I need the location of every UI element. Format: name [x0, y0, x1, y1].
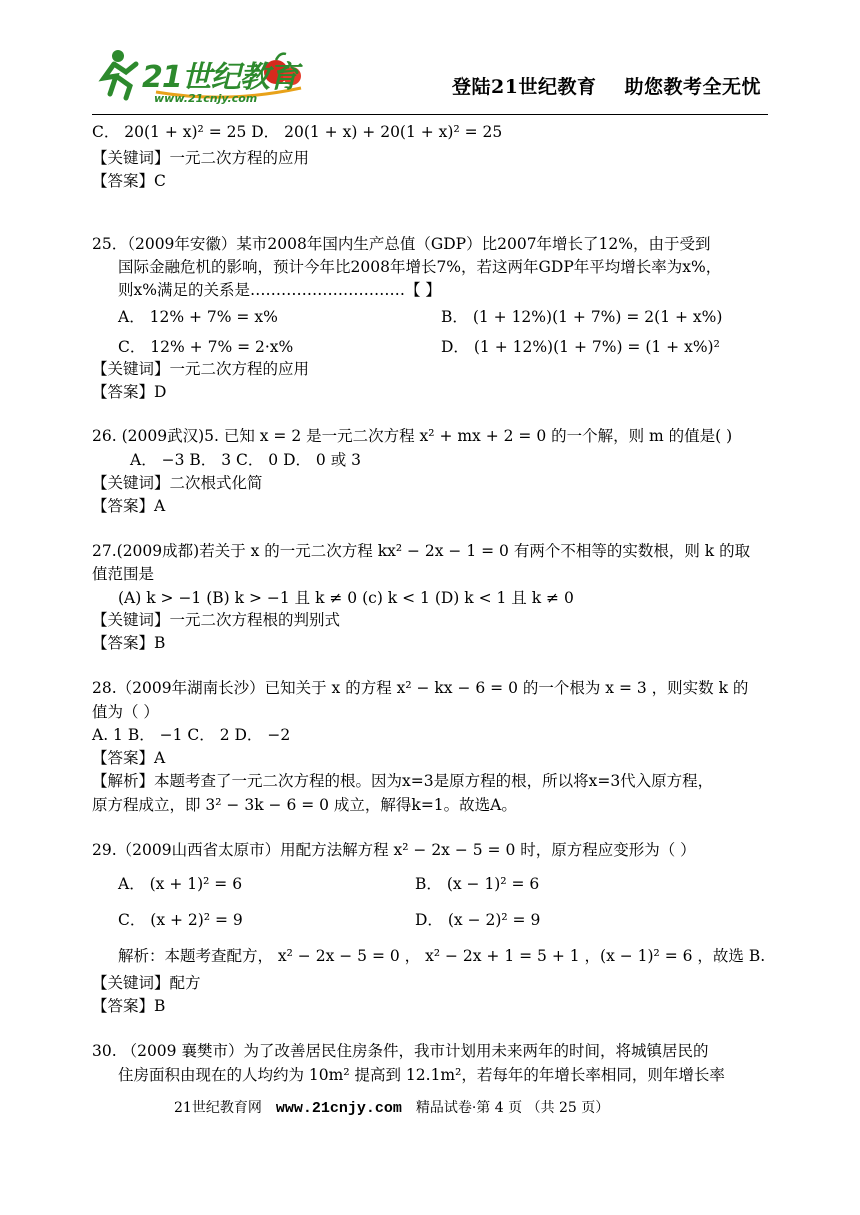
logo-text: 21世纪教育 [142, 60, 298, 95]
text-line-l19: 【答案】B [92, 634, 166, 652]
text-line-l27: A． (x + 1)² = 6 [118, 875, 243, 893]
footer-url[interactable]: www.21cnjy.com [275, 1100, 402, 1117]
logo-url: www.21cnjy.com [154, 92, 258, 105]
text-line-l28: C． (x + 2)² = 9 [118, 911, 243, 929]
text-line-l10: 【答案】D [92, 383, 167, 401]
header-slogan [452, 72, 761, 99]
text-line-l8: C． 12% + 7% = 2·x% [118, 338, 294, 356]
footer-site: 21世纪教育网 [174, 1100, 262, 1116]
text-line-l2: 【关键词】一元二次方程的应用 [92, 149, 310, 167]
text-line-l24: 【解析】本题考查了一元二次方程的根。因为x=3是原方程的根，所以将x=3代入原方程， [92, 772, 714, 790]
text-line-l12: A． −3 B． 3 C． 0 D． 0 或 3 [130, 451, 362, 469]
text-line-l21: 值为（ ） [92, 703, 159, 721]
text-line-l17: (A) k > −1 (B) k > −1 且 k ≠ 0 (c) k < 1 (D) k < 1 且 k ≠ 0 [118, 589, 574, 607]
text-line-l29: 解析：本题考查配方， x² − 2x − 5 = 0 ， x² − 2x + 1 = 5 + 1 ，(x − 1)² = 6 ，故选 B. [118, 947, 766, 965]
text-line-l25: 原方程成立，即 3² − 3k − 6 = 0 成立，解得k=1。故选A。 [92, 796, 517, 814]
text-line-l6: 则x%满足的关系是…………………………【 】 [118, 281, 441, 299]
text-line-l31: 【答案】B [92, 997, 166, 1015]
text-line-l27b: B． (x − 1)² = 6 [415, 875, 540, 893]
text-line-l13: 【关键词】二次根式化简 [92, 474, 263, 492]
page-footer [174, 1097, 609, 1117]
text-line-l28b: D． (x − 2)² = 9 [415, 911, 541, 929]
text-line-l1: C． 20(1 + x)² = 25 D． 20(1 + x) + 20(1 + x)² = 25 [92, 123, 503, 141]
text-line-l32: 30. （2009 襄樊市）为了改善居民住房条件，我市计划用未来两年的时间，将城镇居民的 [92, 1042, 709, 1060]
text-line-l14: 【答案】A [92, 497, 166, 515]
slogan-right: 助您教考全无忧 [624, 76, 761, 98]
text-line-l7b: B． (1 + 12%)(1 + 7%) = 2(1 + x%) [441, 308, 723, 326]
text-line-l7: A． 12% + 7% = x% [118, 308, 278, 326]
text-line-l5: 国际金融危机的影响，预计今年比2008年增长7%，若这两年GDP年平均增长率为x%， [118, 258, 722, 276]
header-divider [92, 114, 768, 115]
text-line-l9: 【关键词】一元二次方程的应用 [92, 360, 310, 378]
text-line-l4: 25．（2009年安徽）某市2008年国内生产总值（GDP）比2007年增长了12%，由于受到 [92, 235, 711, 253]
text-line-l3: 【答案】C [92, 172, 166, 190]
text-line-l15: 27.(2009成都)若关于 x 的一元二次方程 kx² − 2x − 1 = 0 有两个不相等的实数根，则 k 的取 [92, 542, 751, 560]
text-line-l16: 值范围是 [92, 565, 155, 583]
slogan-left: 登陆21世纪教育 [452, 76, 597, 98]
text-line-l23: 【答案】A [92, 749, 166, 767]
text-line-l26: 29.（2009山西省太原市）用配方法解方程 x² − 2x − 5 = 0 时，原方程应变形为（ ） [92, 841, 696, 859]
text-line-l33: 住房面积由现在的人均约为 10m² 提高到 12.1m²，若每年的年增长率相同，则年增长率 [118, 1066, 725, 1084]
text-line-l30: 【关键词】配方 [92, 974, 201, 992]
text-line-l20: 28.（2009年湖南长沙）已知关于 x 的方程 x² − kx − 6 = 0 的一个根为 x = 3 ，则实数 k 的 [92, 679, 749, 697]
text-line-l8b: D． (1 + 12%)(1 + 7%) = (1 + x%)² [441, 338, 720, 356]
text-line-l11: 26. (2009武汉)5. 已知 x = 2 是一元二次方程 x² + mx + 2 = 0 的一个解，则 m 的值是( ) [92, 427, 733, 445]
footer-page-info: 精品试卷·第 4 页 （共 25 页） [415, 1100, 610, 1116]
text-line-l22: A. 1 B． −1 C． 2 D． −2 [92, 726, 291, 744]
text-line-l18: 【关键词】一元二次方程根的判别式 [92, 611, 341, 629]
site-logo [96, 42, 306, 112]
